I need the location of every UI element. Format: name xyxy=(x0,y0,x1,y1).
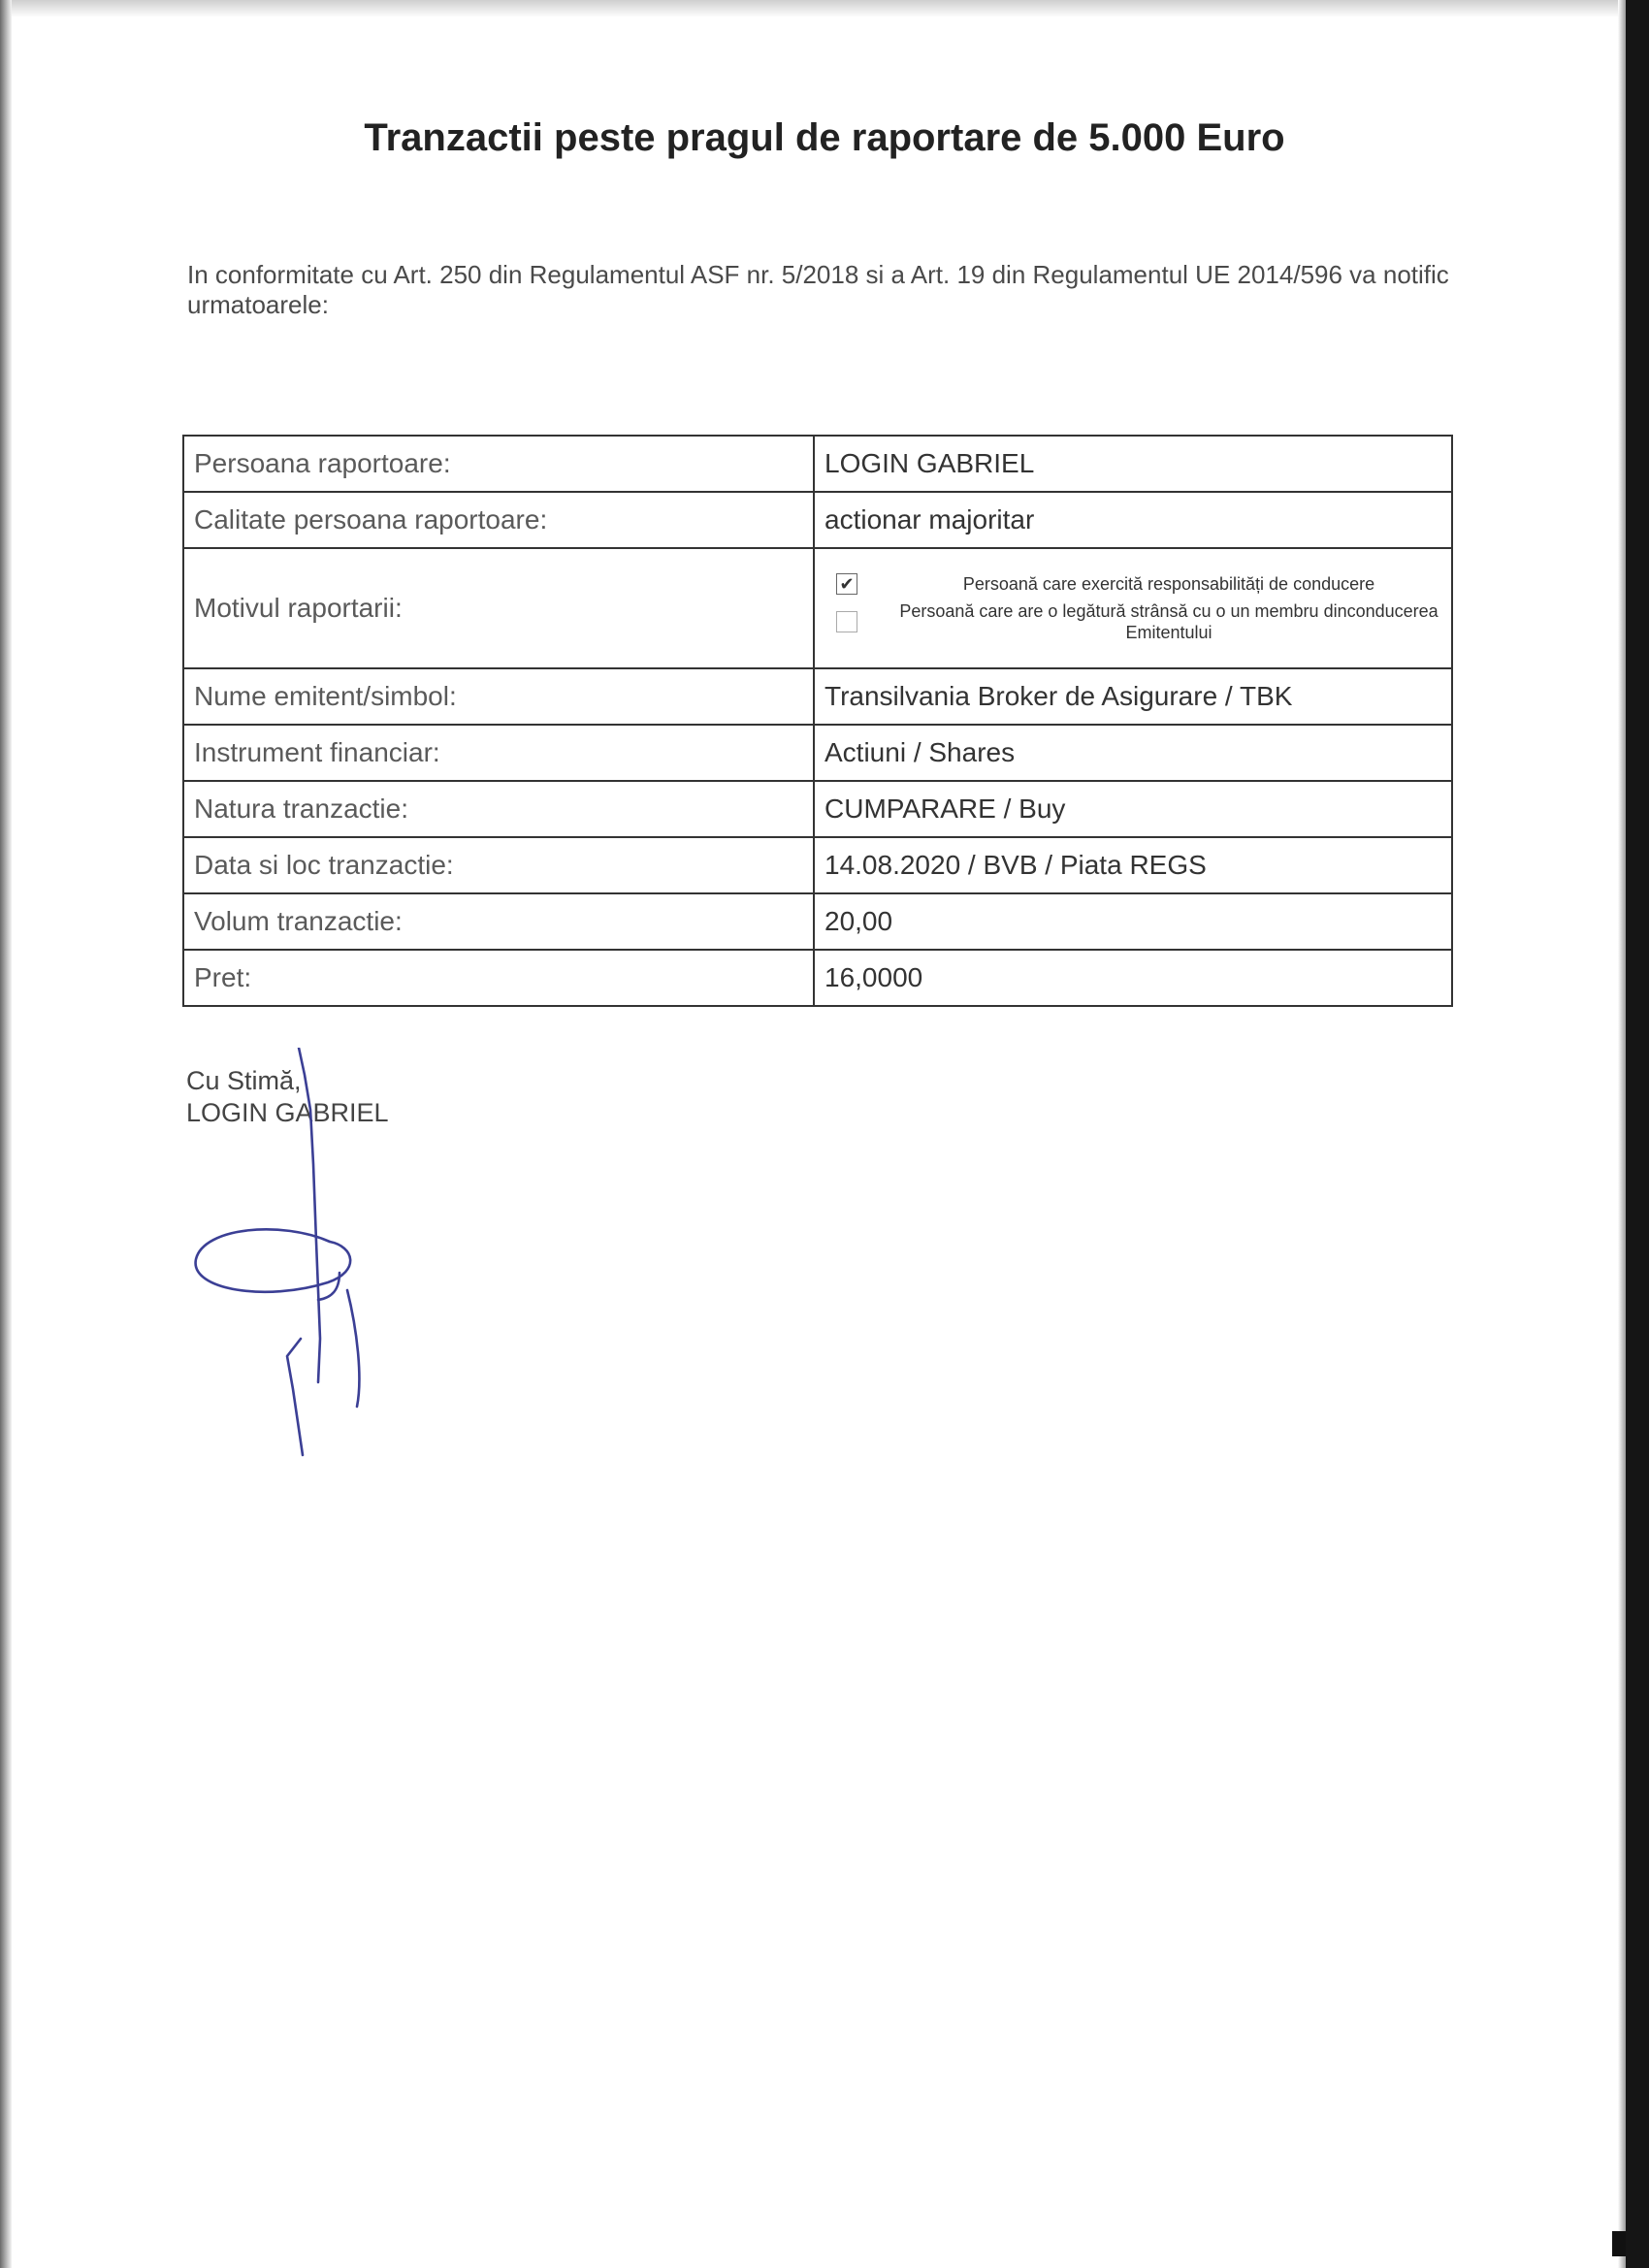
reason-option xyxy=(824,573,1441,595)
table-row xyxy=(183,950,1452,1006)
row-value: LOGIN GABRIEL xyxy=(814,436,1452,492)
scan-corner-mark xyxy=(1612,2231,1626,2256)
row-label: Volum tranzactie: xyxy=(183,893,814,950)
handwritten-signature xyxy=(184,1048,398,1474)
row-value: actionar majoritar xyxy=(814,492,1452,548)
closing-greeting: Cu Stimă, xyxy=(186,1066,302,1095)
table-row xyxy=(183,436,1452,492)
row-value: 20,00 xyxy=(814,893,1452,950)
scan-edge-top xyxy=(0,0,1649,17)
signature-stroke-stem xyxy=(299,1048,320,1382)
row-label: Persoana raportoare: xyxy=(183,436,814,492)
row-value: CUMPARARE / Buy xyxy=(814,781,1452,837)
scan-edge-left xyxy=(0,0,12,2268)
checkbox-unchecked-icon[interactable] xyxy=(836,611,857,632)
row-value: Actiuni / Shares xyxy=(814,725,1452,781)
table-row xyxy=(183,893,1452,950)
row-label: Nume emitent/simbol: xyxy=(183,668,814,725)
table-row xyxy=(183,781,1452,837)
reason-option xyxy=(824,600,1441,643)
reason-option-label: Persoană care exercită responsabilități de conducere xyxy=(962,574,1375,594)
row-label: Calitate persoana raportoare: xyxy=(183,492,814,548)
row-label: Pret: xyxy=(183,950,814,1006)
signature-stroke-right xyxy=(347,1290,359,1407)
row-value: Transilvania Broker de Asigurare / TBK xyxy=(814,668,1452,725)
row-value: 14.08.2020 / BVB / Piata REGS xyxy=(814,837,1452,893)
signature-stroke-tail xyxy=(287,1339,303,1455)
reason-options xyxy=(814,548,1452,668)
scan-edge-right-shadow xyxy=(1618,0,1626,2268)
row-label: Natura tranzactie: xyxy=(183,781,814,837)
row-label: Data si loc tranzactie: xyxy=(183,837,814,893)
report-table xyxy=(182,435,1453,1007)
row-label: Motivul raportarii: xyxy=(183,548,814,668)
intro-paragraph: In conformitate cu Art. 250 din Regulamentul ASF nr. 5/2018 si a Art. 19 din Regulamentul UE 2014/596 va notific urmatoarele: xyxy=(187,260,1449,319)
checkbox-checked-icon[interactable]: ✔ xyxy=(836,573,857,595)
document-title: Tranzactii peste pragul de raportare de 5.000 Euro xyxy=(364,116,1285,159)
table-row xyxy=(183,492,1452,548)
signature-stroke-hook xyxy=(318,1273,340,1300)
signatory-name: LOGIN GABRIEL xyxy=(186,1098,389,1127)
reason-option-label: Persoană care are o legătură strânsă cu o un membru dinconducerea Emitentului xyxy=(899,601,1439,642)
table-row xyxy=(183,837,1452,893)
table-row xyxy=(183,725,1452,781)
table-row-reason xyxy=(183,548,1452,668)
scan-edge-right xyxy=(1626,0,1649,2268)
signature-stroke-loop xyxy=(196,1229,351,1291)
row-value: 16,0000 xyxy=(814,950,1452,1006)
row-label: Instrument financiar: xyxy=(183,725,814,781)
table-row xyxy=(183,668,1452,725)
